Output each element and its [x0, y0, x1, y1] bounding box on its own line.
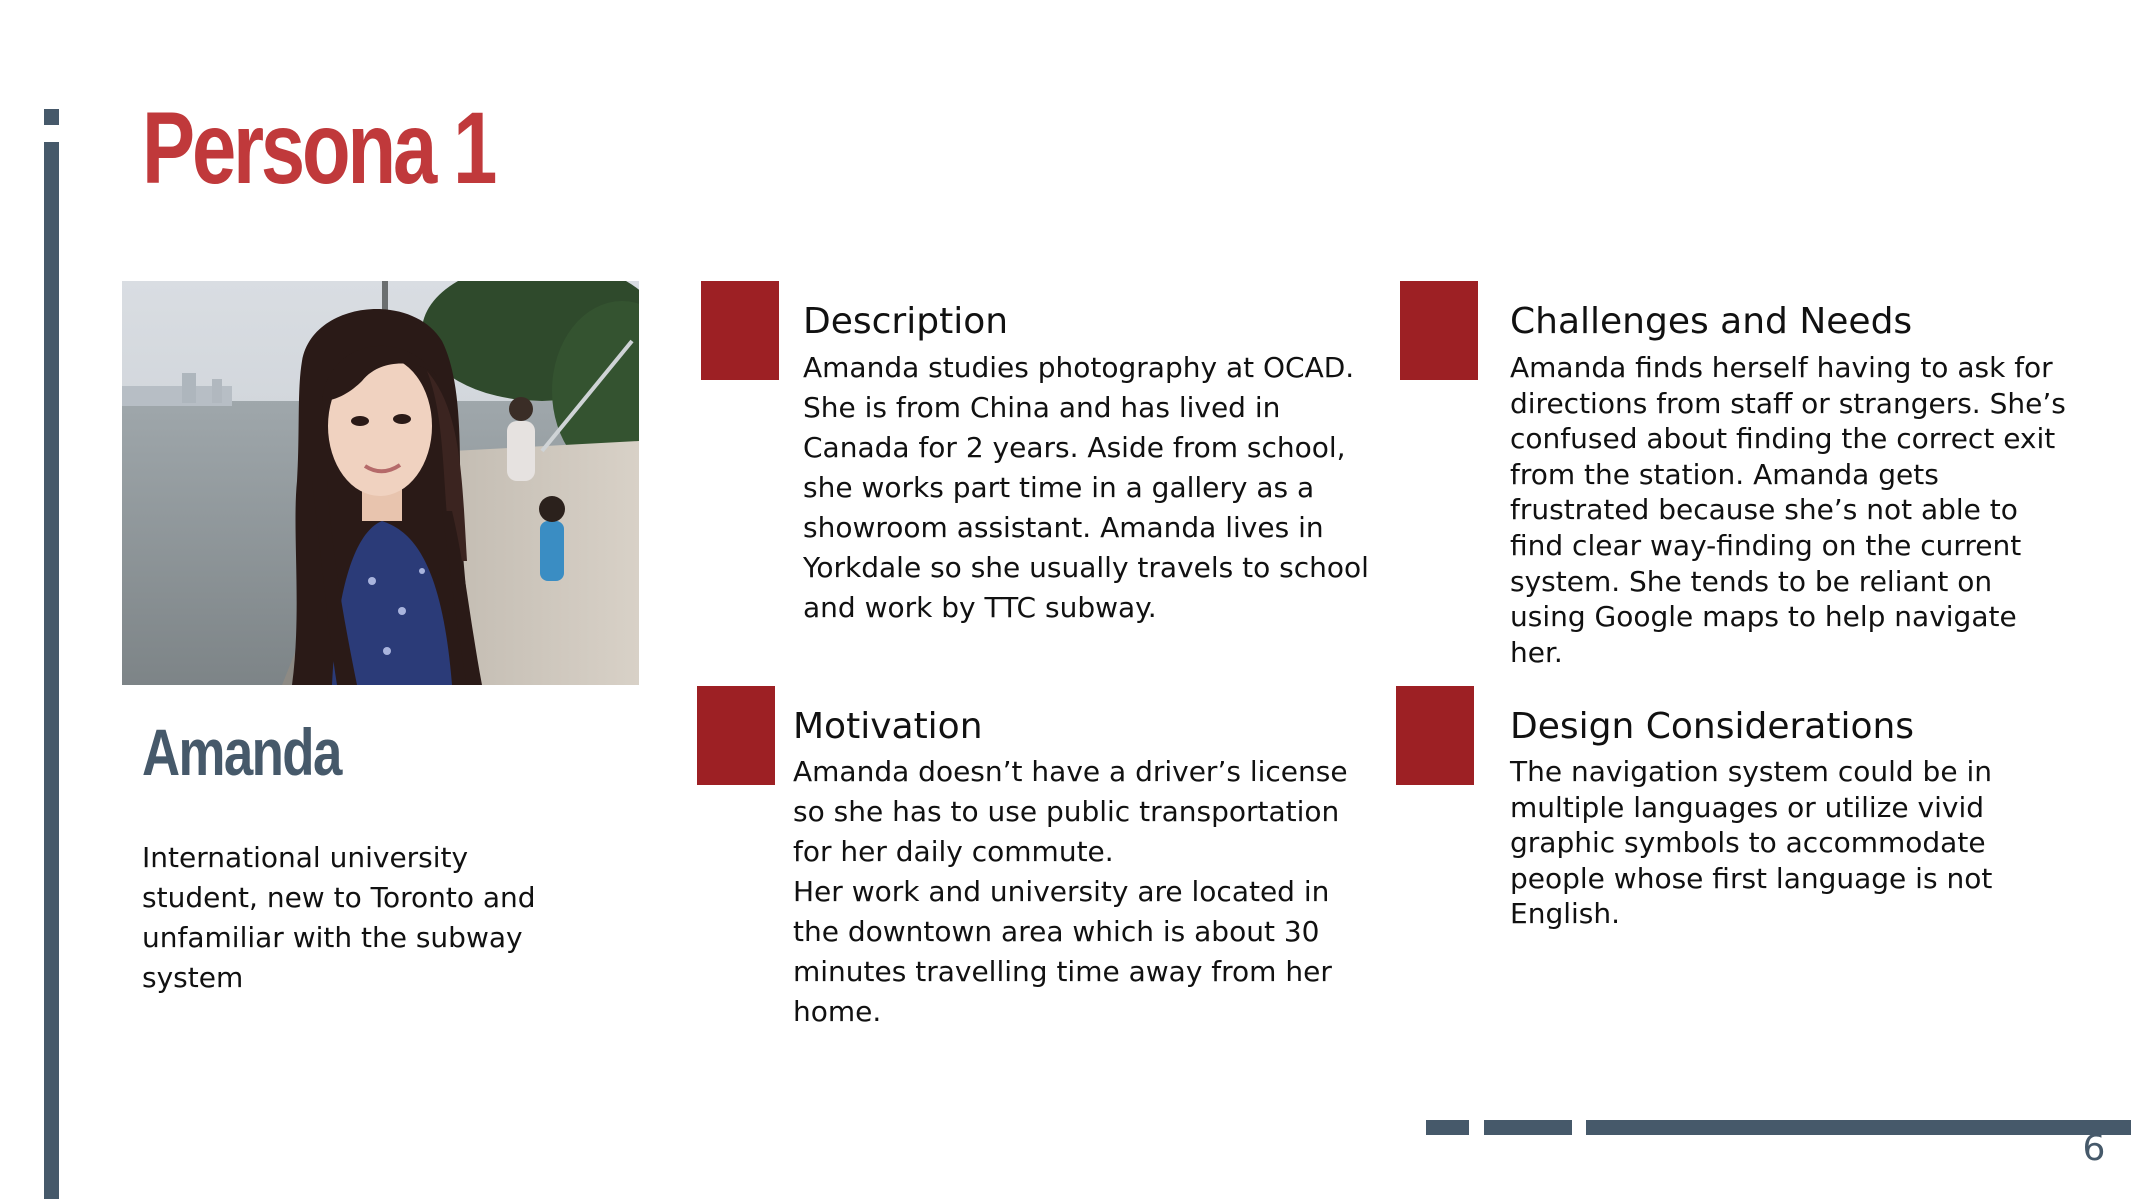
description-title: Description: [803, 301, 1009, 342]
motivation-paragraph-1: Amanda doesn’t have a driver’s license so she has to use public transportation for her daily commute.: [793, 755, 1348, 868]
design-title: Design Considerations: [1510, 706, 1915, 747]
motivation-marker: [697, 686, 775, 785]
description-body: Amanda studies photography at OCAD. She is from China and has lived in Canada for 2 years. Aside from school, she works part time in a gallery as a showroom assistant. Amanda lives in Yorkdale so she usually travels to school and work by TTC subway.: [803, 351, 1369, 624]
challenges-title: Challenges and Needs: [1510, 301, 1913, 342]
rail-dot: [44, 109, 59, 125]
page-number: 6: [2082, 1128, 2106, 1169]
description-marker: [701, 281, 779, 380]
slide-title: Persona 1: [142, 91, 495, 205]
motivation-paragraph-2: Her work and university are located in the downtown area which is about 30 minutes travelling time away from her home.: [793, 875, 1332, 1028]
persona-summary: International university student, new to Toronto and unfamiliar with the subway system: [142, 841, 536, 994]
design-body: The navigation system could be in multiple languages or utilize vivid graphic symbols to accommodate people whose first language is not English.: [1510, 755, 1993, 931]
challenges-marker: [1400, 281, 1478, 380]
challenges-body: Amanda finds herself having to ask for directions from staff or strangers. She’s confused about finding the correct exit from the station. Amanda gets frustrated because she’s not able to find clear way-finding on the current system. She tends to be reliant on using Google maps to help navigate her.: [1510, 351, 2066, 669]
persona-photo: [122, 281, 639, 685]
footer-bar-long: [1586, 1120, 2131, 1135]
motivation-title: Motivation: [793, 706, 983, 747]
footer-bar-medium: [1484, 1120, 1572, 1135]
persona-name: Amanda: [142, 715, 341, 789]
design-marker: [1396, 686, 1474, 785]
left-rail-bar: [44, 142, 59, 1199]
footer-bar-short: [1426, 1120, 1469, 1135]
motivation-body: [793, 752, 1383, 1032]
